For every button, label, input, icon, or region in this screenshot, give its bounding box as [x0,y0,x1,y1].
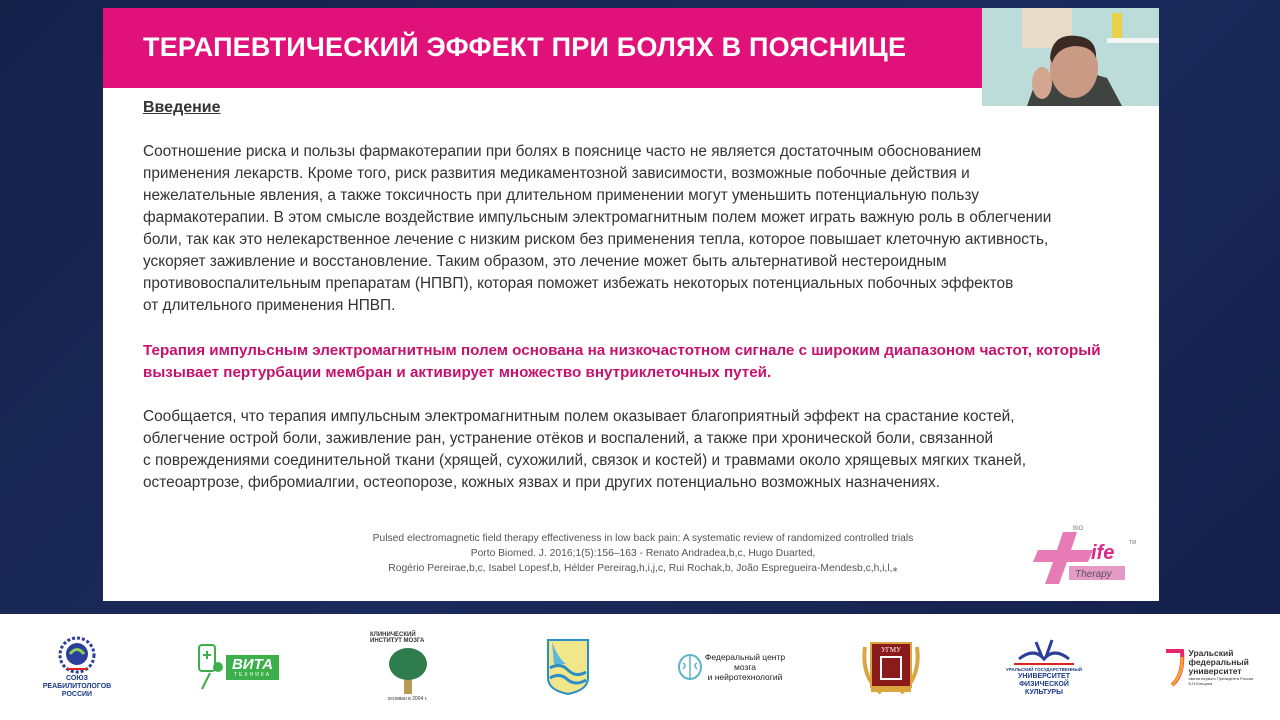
citation-line: Porto Biomed. J. 2016;1(5):156–163 - Renato Andradea,b,c, Hugo Duarted, [470,548,816,559]
citation-line: Pulsed electromagnetic field therapy effectiveness in low back pain: A systematic review of randomized controlled trials [372,533,914,544]
fcmn-logo [674,624,789,710]
coat-of-arms-logo [540,624,596,710]
ugmu-logo [860,624,922,710]
webcam-video [982,8,1159,106]
logo-text: мозга [733,662,756,672]
device-icon [196,643,226,691]
logo-text: федеральный [1188,656,1249,667]
urfu-u-icon [1164,647,1186,687]
logo-text: УГМУ [880,646,902,654]
highlight-paragraph [143,340,1101,384]
citation [283,531,1003,576]
logo-text: УНИВЕРСИТЕТ [1018,673,1070,680]
logo-text: имени первого Президента России Б.Н.Ельцина [1188,675,1254,686]
paragraph-effects [143,406,1026,494]
text-line: ускоряет заживление и восстановление. Таким образом, это лечение может быть альтернативой нестероидным [143,253,947,270]
text-line: применения лекарств. Кроме того, риск развития медикаментозной зависимости, возможные побочные действия и [143,165,970,182]
logo-text: ВИТА [231,655,274,673]
brain-icon [678,653,702,681]
text-line: остеоартрозе, фибромиалгии, остеопорозе, кожных язвах и при других потенциально возможных назначениях. [143,474,940,491]
text-line: фармакотерапии. В этом смысле воздействие импульсным электромагнитным полем может играть важную роль в облегчении [143,209,1052,226]
logo-text: УРАЛЬСКИЙ ГОСУДАРСТВЕННЫЙ [1005,667,1083,672]
logo-text: и нейротехнологий [707,672,783,682]
urfu-logo [1163,624,1255,710]
svg-text:TM: TM [1129,540,1137,546]
slide-title: ТЕРАПЕВТИЧЕСКИЙ ЭФФЕКТ ПРИ БОЛЯХ В ПОЯСНИЦЕ [143,32,907,62]
logo-text: КЛИНИЧЕСКИЙ ИНСТИТУТ МОЗГА [370,632,425,644]
partner-logos-bar [0,614,1280,720]
athletes-icon [1014,637,1074,667]
logo-text: РОССИИ [61,691,93,698]
text-line: вызывает пертурбации мембран и активирует множество внутриклеточных путей. [143,364,772,381]
ugufk-logo [1005,624,1083,710]
text-line: с повреждениями соединительной ткани (хрящей, сухожилий, связок и костей) и травмами около хрящевых мягких тканей, [143,452,1026,469]
intro-heading: Введение [143,99,221,116]
text-line: нежелательные явления, а также токсичность при длительном применении могут уменьшить потенциальную пользу [143,187,979,204]
logo-text: ФИЗИЧЕСКОЙ КУЛЬТУРЫ [1019,681,1069,696]
text-line: Сообщается, что терапия импульсным электромагнитным полем оказывает благоприятный эффект на срастание костей, [143,408,1015,425]
logo-text: университет [1188,665,1242,676]
presentation-slide [103,8,1159,601]
citation-line: Rogério Pereirae,b,c, Isabel Lopesf,b, Hélder Pereirag,h,i,j,c, Rui Rochak,b, João Espregueira-Mendesb,c,h,i,l,⁎ [388,563,898,574]
brain-institute-logo [370,624,445,710]
shield-icon [546,638,590,696]
text-line: противовоспалительным препаратам (НПВП), которая поможет избежать некоторых потенциальных побочных эффектов [143,275,1014,292]
text-line: боли, так как это нелекарственное лечение с низким риском без применения тепла, которое повышает клеточную активность, [143,231,1049,248]
ugmu-emblem-icon [861,637,921,697]
logo-text: ТЕХНИКА [233,671,272,678]
vita-tehnika-logo [185,624,290,710]
svg-text:BIO: BIO [1073,526,1084,532]
svg-text:Therapy: Therapy [1075,569,1112,580]
paragraph-intro [143,141,1051,317]
logo-text: основан в 2004 г. [387,696,428,702]
text-line: Терапия импульсным электромагнитным полем основана на низкочастотном сигнале с широким диапазоном частот, который [143,342,1101,359]
text-line: Соотношение риска и пользы фармакотерапии при болях в пояснице часто не является достаточным обоснованием [143,143,982,160]
logo-text: Федеральный центр [704,652,786,662]
text-line: от длительного применения НПВП. [143,297,396,314]
text-line: облегчение острой боли, заживление ран, устранение отёков и воспалений, а также при хронической боли, связанной [143,430,994,447]
logo-text: СОЮЗ [66,675,88,682]
bio-life-therapy-logo [1033,524,1143,586]
soyuz-reabilitologov-logo [42,624,112,710]
logo-text: Уральский [1188,647,1234,658]
wreath-icon [57,635,97,675]
logo-text: РЕАБИЛИТОЛОГОВ [42,683,112,690]
tree-icon [386,644,430,696]
slide-header [103,8,982,88]
svg-text:ife: ife [1091,542,1115,564]
